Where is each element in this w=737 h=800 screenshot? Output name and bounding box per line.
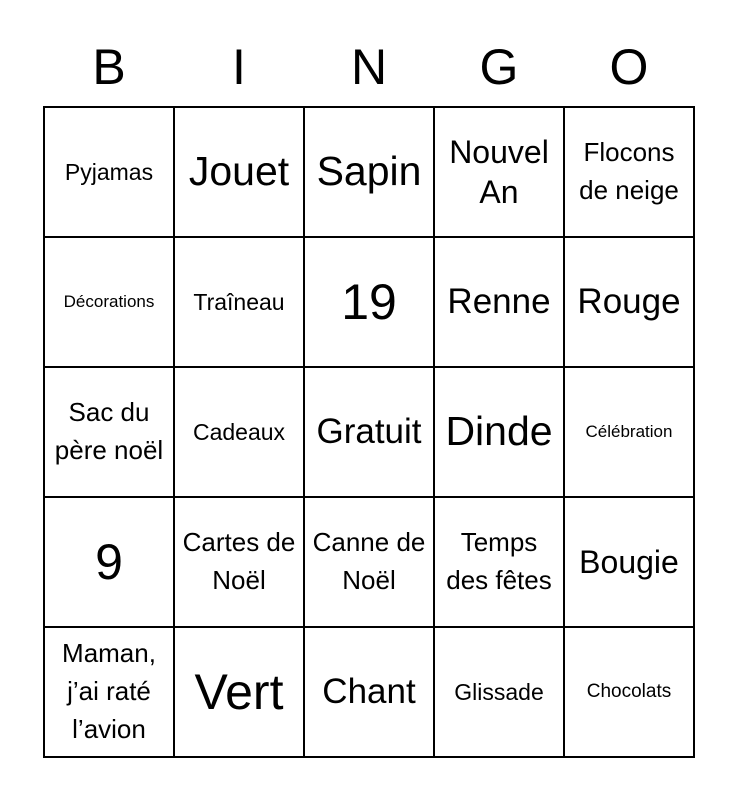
bingo-cell-r1-c2[interactable] (175, 108, 305, 238)
bingo-cell-r1-c1[interactable] (45, 108, 175, 238)
bingo-cell-r3-c1[interactable] (45, 368, 175, 498)
bingo-cell-r1-c5[interactable] (565, 108, 695, 238)
cell-text: Canne de Noël (312, 527, 426, 595)
cell-text: Nouvel An (449, 134, 549, 210)
cell-text: Jouet (188, 148, 290, 195)
bingo-cell-r5-c4[interactable] (435, 628, 565, 758)
cell-text: Décorations (63, 292, 155, 312)
cell-text: Dinde (445, 408, 553, 455)
header-letter-o: O (609, 39, 649, 95)
bingo-cell-r2-c2[interactable] (175, 238, 305, 368)
bingo-cell-r2-c3[interactable] (305, 238, 435, 368)
bingo-cell-r3-c4[interactable] (435, 368, 565, 498)
cell-text: Glissade (454, 678, 544, 705)
cell-text: Maman, j’ai raté l’avion (62, 638, 156, 744)
bingo-cell-r5-c2[interactable] (175, 628, 305, 758)
bingo-header (44, 28, 695, 106)
header-letter-n: N (350, 39, 388, 95)
header-letter-g: G (479, 39, 519, 95)
cell-text: Célébration (585, 422, 673, 442)
cell-text: Sapin (316, 148, 422, 195)
bingo-cell-r4-c4[interactable] (435, 498, 565, 628)
bingo-cell-r3-c5[interactable] (565, 368, 695, 498)
bingo-cell-r3-c3[interactable] (305, 368, 435, 498)
cell-text: Renne (447, 282, 551, 322)
bingo-cell-r4-c3[interactable] (305, 498, 435, 628)
bingo-cell-r5-c3[interactable] (305, 628, 435, 758)
cell-text: Chant (322, 672, 416, 712)
bingo-cell-r4-c2[interactable] (175, 498, 305, 628)
cell-text: Chocolats (586, 681, 672, 703)
bingo-cell-r2-c4[interactable] (435, 238, 565, 368)
bingo-cell-r1-c4[interactable] (435, 108, 565, 238)
cell-text: Sac du père noël (54, 397, 164, 465)
cell-text: Traîneau (193, 288, 285, 315)
cell-text: 9 (95, 533, 123, 590)
cell-text: Cartes de Noël (182, 527, 296, 595)
bingo-cell-r4-c5[interactable] (565, 498, 695, 628)
cell-text: Temps des fêtes (446, 527, 552, 595)
cell-text: 19 (341, 273, 397, 330)
cell-text: Rouge (577, 282, 681, 322)
bingo-cell-r5-c5[interactable] (565, 628, 695, 758)
bingo-card (43, 28, 695, 758)
cell-text: Vert (194, 663, 284, 720)
bingo-cell-r2-c1[interactable] (45, 238, 175, 368)
cell-text: Gratuit (316, 412, 422, 452)
cell-text: Pyjamas (64, 158, 154, 185)
bingo-grid (43, 106, 695, 758)
bingo-cell-r5-c1[interactable] (45, 628, 175, 758)
bingo-cell-r2-c5[interactable] (565, 238, 695, 368)
bingo-cell-r1-c3[interactable] (305, 108, 435, 238)
bingo-cell-r3-c2[interactable] (175, 368, 305, 498)
cell-text: Bougie (579, 544, 679, 580)
bingo-cell-r4-c1[interactable] (45, 498, 175, 628)
header-letter-i: I (232, 39, 246, 95)
cell-text: Flocons de neige (579, 137, 679, 205)
header-letter-b: B (92, 39, 126, 95)
cell-text: Cadeaux (192, 418, 286, 445)
